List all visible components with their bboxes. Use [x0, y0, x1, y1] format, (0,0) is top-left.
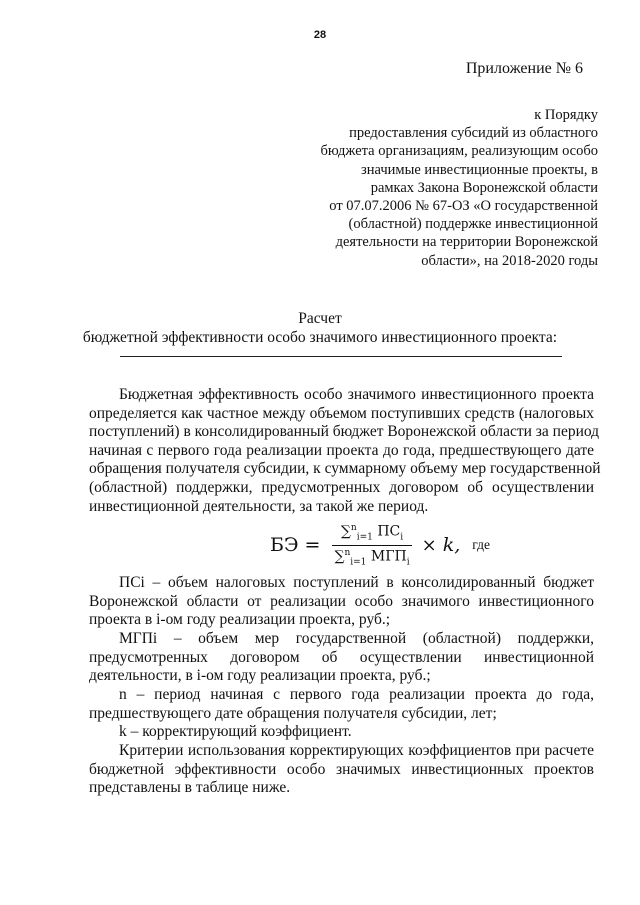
formula-lhs: БЭ = [270, 534, 321, 556]
mgp-line: предусмотренных договором об осуществлении инвестиционной [89, 648, 594, 666]
sum-lower: i=1 [350, 556, 367, 567]
page-number: 28 [313, 29, 327, 41]
order-line: от 07.07.2006 № 67-ОЗ «О государственной [329, 198, 598, 215]
sum-lower: i=1 [356, 532, 373, 543]
criteria-line: Критерии использования корректирующих коэффициентов при расчете [119, 742, 594, 759]
intro-paragraph [89, 386, 601, 516]
ps-definition [89, 574, 594, 630]
where-word: где [472, 537, 490, 552]
appendix-title: Приложение № 6 [465, 60, 583, 77]
mgp-definition [89, 630, 594, 686]
intro-line: начиная с первого года реализации проекта до года, предшествующего дате [89, 441, 594, 459]
n-line: n – период начиная с первого года реализации проекта до года, [119, 686, 594, 703]
criteria-line: представлены в таблице ниже. [89, 779, 291, 797]
sum-upper: n [350, 523, 357, 534]
k-definition [89, 723, 594, 742]
ps-line: Воронежской области от реализации особо значимого инвестиционного [89, 592, 594, 610]
underline-rule [120, 356, 562, 357]
numerator-index: i [400, 532, 404, 543]
calculation-heading: Расчет [298, 310, 342, 327]
order-line: к Порядку [534, 107, 598, 123]
sum-upper: n [344, 547, 351, 558]
ps-line: ПСi – объем налоговых поступлений в консолидированный бюджет [119, 574, 594, 591]
order-line: предоставления субсидий из областного [349, 125, 598, 142]
calculation-subheading: бюджетной эффективности особо значимого инвестиционного проекта: [82, 329, 558, 346]
formula-denominator [332, 548, 411, 567]
intro-line: Бюджетная эффективность особо значимого инвестиционного проекта [119, 386, 594, 403]
fraction-bar [332, 545, 411, 546]
budget-efficiency-formula [270, 520, 490, 570]
order-line: (областной) поддержке инвестиционной [348, 216, 598, 233]
sum-symbol: ∑ [340, 523, 351, 540]
order-reference [278, 106, 598, 270]
intro-line: поступлений) в консолидированный бюджет Воронежской области за период [89, 423, 600, 441]
ps-line: проекта в i-ом году реализации проекта, руб.; [89, 611, 391, 629]
order-line: значимые инвестиционные проекты, в [361, 161, 598, 178]
intro-line: обращения получателя субсидии, к суммарному объему мер государственной [89, 460, 601, 478]
sum-symbol: ∑ [334, 548, 345, 565]
order-line: бюджета организациям, реализующим особо [320, 143, 598, 160]
n-definition [89, 686, 594, 723]
criteria-line: бюджетной эффективности особо значимых инвестиционных проектов [89, 760, 594, 778]
formula-numerator [339, 523, 405, 542]
intro-line: инвестиционной деятельности, за такой же период. [89, 497, 429, 515]
k-line: k – корректирующий коэффициент. [119, 723, 352, 740]
mgp-line: МГПi – объем мер государственной (областной) поддержки, [119, 630, 594, 647]
denominator-term: МГП [370, 548, 407, 565]
intro-line: (областной) поддержки, предусмотренных договором об осуществлении [89, 478, 594, 496]
criteria-paragraph [89, 742, 594, 798]
order-line: области», на 2018-2020 годы [421, 252, 598, 269]
coefficient-k: k, [442, 534, 461, 556]
numerator-term: ПС [377, 523, 401, 540]
formula-fraction [332, 523, 411, 567]
order-line: деятельности на территории Воронежской [335, 234, 598, 251]
intro-line: определяется как частное между объемом поступивших средств (налоговых [89, 404, 594, 422]
n-line: предшествующего дате обращения получателя субсидии, лет; [89, 704, 497, 722]
denominator-index: i [406, 556, 410, 567]
mgp-line: деятельности, в i-ом году реализации проекта, руб.; [89, 667, 431, 685]
times-sign: × [421, 534, 437, 556]
order-line: рамках Закона Воронежской области [370, 179, 598, 196]
